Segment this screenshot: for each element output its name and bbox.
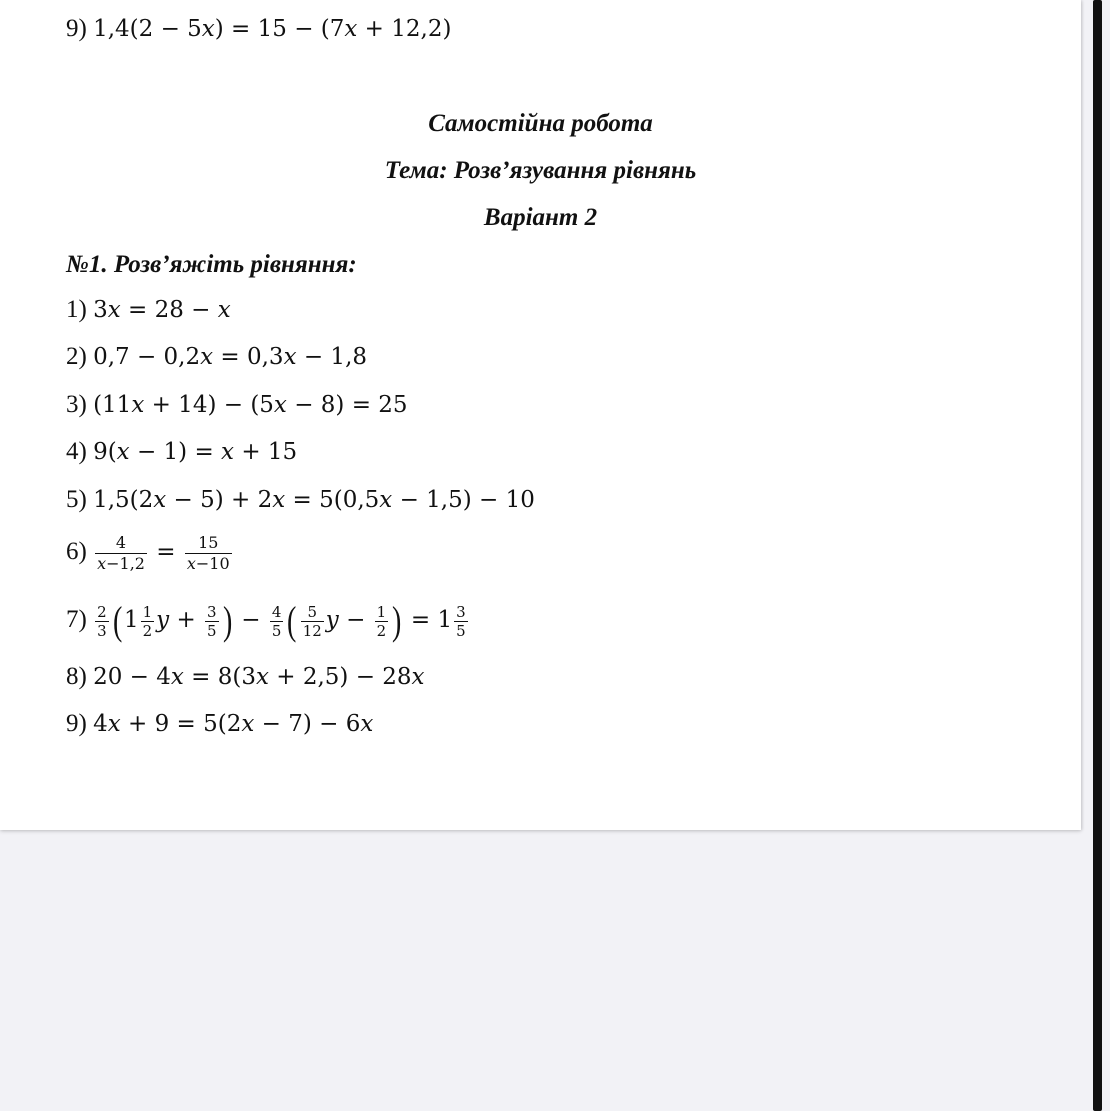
fraction: $\frac{2}{3}$	[97, 602, 107, 640]
worksheet-topic: Тема: Розв’язування рівнянь	[384, 157, 697, 184]
vertical-scrollbar[interactable]	[1093, 0, 1102, 1111]
equation-1: 1) 3𝑥 = 28 − 𝑥	[66, 296, 231, 323]
equation-9: 9) 4𝑥 + 9 = 5(2𝑥 − 7) − 6𝑥	[66, 710, 374, 737]
fraction: $\frac{4}{\text{𝑥−1,2}}$	[97, 532, 145, 573]
worksheet-title: Самостійна робота	[428, 110, 653, 137]
fraction: $\frac{3}{5}$	[207, 602, 217, 640]
equation-8: 8) 20 − 4𝑥 = 8(3𝑥 + 2,5) − 28𝑥	[66, 663, 425, 690]
right-paren: )	[392, 598, 402, 644]
fraction: $\frac{4}{5}$	[271, 602, 282, 640]
equation-9-previous: 9) 1,4(2 − 5𝑥) = 15 − (7𝑥 + 12,2)	[66, 15, 452, 42]
worksheet-variant: Варіант 2	[483, 204, 598, 231]
equation-7: 7) $\frac{2}{3}$ (1 $\frac{1}{2}$ 𝑦 + $\frac{3}{5}$ ) − $\frac{4}{5}$ ( $\frac{5}{12}$ 𝑦 − $\frac{1}{2}$ ) = 1 $\frac{3}{5}$	[66, 598, 466, 644]
equation-2: 2) 0,7 − 0,2𝑥 = 0,3𝑥 − 1,8	[66, 343, 368, 370]
fraction: $\frac{5}{12}$	[302, 602, 322, 640]
task-heading: №1. Розв’яжіть рівняння:	[66, 251, 357, 278]
left-paren: (	[112, 598, 122, 644]
fraction: $\frac{15}{\text{𝑥−10}}$	[186, 532, 230, 573]
equation-4: 4) 9(𝑥 − 1) = 𝑥 + 15	[66, 438, 298, 465]
equation-5: 5) 1,5(2𝑥 − 5) + 2𝑥 = 5(0,5𝑥 − 1,5) − 10	[66, 486, 535, 513]
fraction: $\frac{3}{5}$	[456, 602, 466, 640]
left-paren: (	[287, 598, 297, 644]
fraction: $\frac{1}{2}$	[376, 602, 387, 640]
equation-6: 6) $\frac{4}{\text{𝑥−1,2}}$ = $\frac{15}{\text{𝑥−10}}$	[66, 532, 230, 573]
fraction: $\frac{1}{2}$	[142, 602, 153, 640]
equation-3: 3) (11𝑥 + 14) − (5𝑥 − 8) = 25	[66, 391, 408, 418]
right-paren: )	[222, 598, 232, 644]
